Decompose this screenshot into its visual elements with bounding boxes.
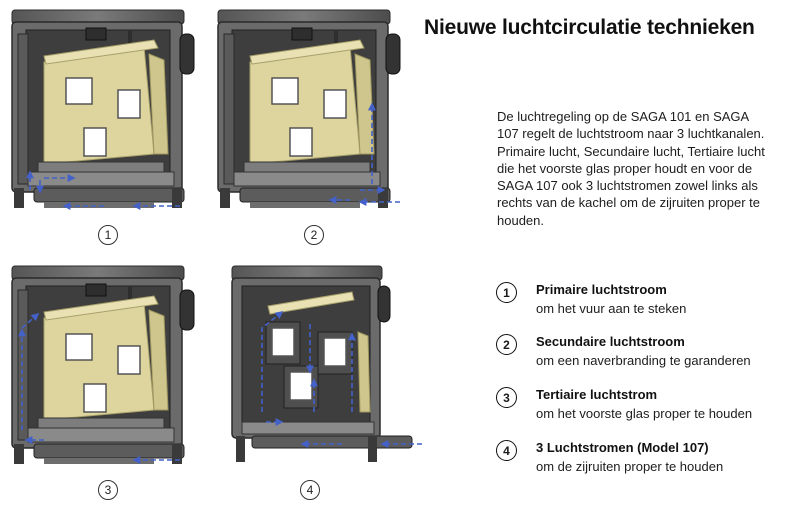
air-box: [34, 444, 184, 458]
page-title: Nieuwe luchtcirculatie technieken: [424, 16, 755, 39]
diagram-3: [4, 260, 214, 470]
flue-collar: [180, 290, 194, 330]
ash-pan: [28, 172, 174, 186]
diagram-1: [4, 4, 214, 214]
stove-diagram-4: [222, 262, 432, 472]
legend-description: om het voorste glas proper te houden: [536, 406, 753, 421]
leg-right: [378, 188, 388, 208]
diagram-number-4: 4: [300, 480, 320, 500]
left-wall: [18, 34, 28, 184]
stove-diagram-3: [4, 260, 214, 470]
legend-description: om het vuur aan te steken: [536, 301, 687, 316]
leg-left: [220, 188, 230, 208]
top-vent: [86, 28, 106, 40]
ash-pan: [28, 428, 174, 442]
top-vent: [292, 28, 312, 40]
grate: [38, 418, 164, 428]
brick-window-3: [290, 128, 312, 156]
brick-window-1: [272, 78, 298, 104]
legend-description: om de zijruiten proper te houden: [536, 459, 724, 474]
brick-window-1: [66, 334, 92, 360]
legend-title: Secundaire luchtstroom: [536, 334, 685, 349]
brick-window-3: [84, 384, 106, 412]
intake-pipe: [250, 202, 360, 208]
legend-description: om een naverbranding te garanderen: [536, 353, 751, 368]
intro-paragraph: De luchtregeling op de SAGA 101 en SAGA 107 regelt de luchtstroom naar 3 luchtkanalen. Primaire lucht, Secundaire lucht, Tertiaire lucht die het voorste glas proper houdt en voor de SAGA 107 ook 3 luchtstromen zowel links als rechts van de kachel om de zijruiten proper te houden.: [497, 109, 765, 228]
diagram-2: [210, 4, 420, 214]
leg-left: [14, 188, 24, 208]
air-box: [240, 188, 390, 202]
grate: [38, 162, 164, 172]
ash-pan: [234, 172, 380, 186]
left-wall: [18, 290, 28, 440]
stove-diagram-2: [210, 4, 420, 214]
intake-pipe: [44, 202, 154, 208]
cell-top-right-window: [324, 338, 346, 366]
diagram-number-2: 2: [304, 225, 324, 245]
side-brick: [358, 332, 370, 412]
brick-window-1: [66, 78, 92, 104]
flue-collar: [180, 34, 194, 74]
legend-number: 2: [496, 334, 517, 355]
flue-collar: [386, 34, 400, 74]
cell-top-left-window: [272, 328, 294, 356]
diagram-number-3: 3: [98, 480, 118, 500]
legend-number: 3: [496, 387, 517, 408]
leg-left: [236, 436, 245, 462]
left-wall: [224, 34, 234, 184]
diagram-number-1: 1: [98, 225, 118, 245]
ash-pan: [242, 422, 374, 434]
brick-window-2: [324, 90, 346, 118]
stove-diagram-1: [4, 4, 214, 214]
air-box: [252, 436, 412, 448]
leg-right: [172, 444, 182, 464]
top-vent: [86, 284, 106, 296]
brick-window-3: [84, 128, 106, 156]
legend-title: Primaire luchtstroom: [536, 282, 667, 297]
grate: [244, 162, 370, 172]
intake-pipe: [44, 458, 154, 464]
leg-right: [368, 436, 377, 462]
legend-title: 3 Luchtstromen (Model 107): [536, 440, 709, 455]
legend-number: 4: [496, 440, 517, 461]
cell-bottom-window: [290, 372, 312, 400]
brick-window-2: [118, 90, 140, 118]
legend-number: 1: [496, 282, 517, 303]
flue-collar: [378, 286, 390, 322]
diagram-4: [222, 262, 432, 472]
air-box: [34, 188, 184, 202]
leg-right: [172, 188, 182, 208]
leg-left: [14, 444, 24, 464]
brick-window-2: [118, 346, 140, 374]
legend-title: Tertiaire luchtstrom: [536, 387, 658, 402]
